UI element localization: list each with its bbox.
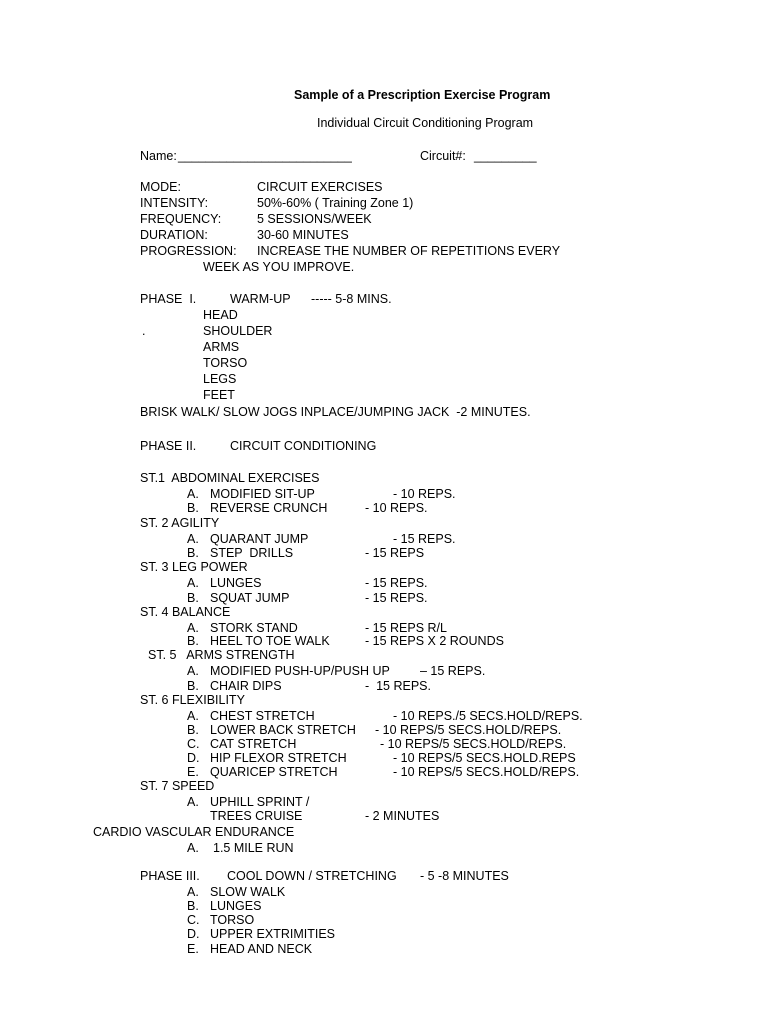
item-letter: B. — [187, 591, 199, 605]
document-subtitle: Individual Circuit Conditioning Program — [317, 116, 534, 130]
cooldown-item: UPPER EXTRIMITIES — [210, 927, 336, 941]
item-letter: A. — [187, 885, 199, 899]
exercise-name: STEP DRILLS — [210, 546, 294, 560]
exercise-name: CHAIR DIPS — [210, 679, 282, 693]
cooldown-item: LUNGES — [210, 899, 262, 913]
item-letter: A. — [187, 841, 199, 855]
stray-dot: . — [142, 324, 146, 338]
document-title: Sample of a Prescription Exercise Program — [294, 88, 551, 102]
exercise-name: 1.5 MILE RUN — [213, 841, 294, 855]
phase3-title: COOL DOWN / STRETCHING — [227, 869, 397, 883]
warmup-item: TORSO — [203, 356, 248, 370]
warmup-note: BRISK WALK/ SLOW JOGS INPLACE/JUMPING JACK -2 MINUTES. — [140, 405, 531, 419]
exercise-reps: - 10 REPS/5 SECS.HOLD/REPS. — [375, 723, 562, 737]
item-letter: A. — [187, 532, 199, 546]
exercise-name-continued: TREES CRUISE — [210, 809, 303, 823]
warmup-item: LEGS — [203, 372, 237, 386]
item-letter: A. — [187, 576, 199, 590]
item-letter: A. — [187, 709, 199, 723]
exercise-reps: - 10 REPS/5 SECS.HOLD.REPS — [393, 751, 576, 765]
item-letter: B. — [187, 723, 199, 737]
exercise-reps: - 15 REPS. — [365, 679, 431, 693]
spec-value: 50%-60% ( Training Zone 1) — [257, 196, 414, 210]
circuit-label: Circuit#: — [420, 149, 466, 163]
item-letter: A. — [187, 621, 199, 635]
item-letter: B. — [187, 546, 199, 560]
spec-label: PROGRESSION: — [140, 244, 237, 258]
spec-label: FREQUENCY: — [140, 212, 222, 226]
name-blank-line: _________________________ — [178, 149, 352, 163]
exercise-name: CHEST STRETCH — [210, 709, 315, 723]
warmup-item: SHOULDER — [203, 324, 273, 338]
exercise-name: STORK STAND — [210, 621, 298, 635]
exercise-reps: - 15 REPS. — [393, 532, 456, 546]
exercise-name: HEEL TO TOE WALK — [210, 634, 330, 648]
warmup-item: HEAD — [203, 308, 238, 322]
exercise-reps: - 2 MINUTES — [365, 809, 440, 823]
exercise-name: LUNGES — [210, 576, 262, 590]
phase1-label: PHASE I. — [140, 292, 197, 306]
circuit-blank-line: _________ — [474, 149, 537, 163]
phase3-duration: - 5 -8 MINUTES — [420, 869, 509, 883]
exercise-reps: - 10 REPS. — [393, 487, 456, 501]
spec-value: CIRCUIT EXERCISES — [257, 180, 383, 194]
exercise-reps: - 15 REPS. — [365, 591, 428, 605]
item-letter: D. — [187, 751, 200, 765]
exercise-name: QUARICEP STRETCH — [210, 765, 338, 779]
exercise-reps: - 15 REPS X 2 ROUNDS — [365, 634, 504, 648]
exercise-name: UPHILL SPRINT / — [210, 795, 310, 809]
station-title: ST.1 ABDOMINAL EXERCISES — [140, 471, 320, 485]
station-title: ST. 7 SPEED — [140, 779, 215, 793]
exercise-reps: - 15 REPS. — [365, 576, 428, 590]
exercise-name: QUARANT JUMP — [210, 532, 309, 546]
station-title: ST. 6 FLEXIBILITY — [140, 693, 245, 707]
phase2-label: PHASE II. — [140, 439, 197, 453]
exercise-reps: – 15 REPS. — [420, 664, 486, 678]
item-letter: B. — [187, 634, 199, 648]
cardio-title: CARDIO VASCULAR ENDURANCE — [93, 825, 295, 839]
exercise-reps: - 15 REPS — [365, 546, 425, 560]
phase1-duration: ----- 5-8 MINS. — [311, 292, 392, 306]
item-letter: A. — [187, 664, 199, 678]
warmup-item: ARMS — [203, 340, 240, 354]
spec-label: MODE: — [140, 180, 181, 194]
station-title: ST. 5 ARMS STRENGTH — [148, 648, 295, 662]
exercise-name: CAT STRETCH — [210, 737, 297, 751]
item-letter: B. — [187, 501, 199, 515]
item-letter: E. — [187, 942, 199, 956]
cooldown-item: SLOW WALK — [210, 885, 286, 899]
item-letter: D. — [187, 927, 200, 941]
exercise-name: SQUAT JUMP — [210, 591, 290, 605]
exercise-reps: - 10 REPS/5 SECS.HOLD/REPS. — [380, 737, 567, 751]
phase3-label: PHASE III. — [140, 869, 200, 883]
exercise-name: REVERSE CRUNCH — [210, 501, 328, 515]
progression-continued: WEEK AS YOU IMPROVE. — [203, 260, 355, 274]
item-letter: A. — [187, 795, 199, 809]
cooldown-item: TORSO — [210, 913, 255, 927]
exercise-reps: - 15 REPS R/L — [365, 621, 447, 635]
exercise-name: MODIFIED SIT-UP — [210, 487, 315, 501]
item-letter: B. — [187, 899, 199, 913]
exercise-reps: - 10 REPS. — [365, 501, 428, 515]
station-title: ST. 3 LEG POWER — [140, 560, 248, 574]
cooldown-item: HEAD AND NECK — [210, 942, 313, 956]
exercise-name: LOWER BACK STRETCH — [210, 723, 356, 737]
item-letter: C. — [187, 913, 200, 927]
exercise-name: HIP FLEXOR STRETCH — [210, 751, 347, 765]
item-letter: B. — [187, 679, 199, 693]
name-label: Name: — [140, 149, 177, 163]
exercise-name: MODIFIED PUSH-UP/PUSH UP — [210, 664, 390, 678]
spec-label: DURATION: — [140, 228, 208, 242]
spec-value: INCREASE THE NUMBER OF REPETITIONS EVERY — [257, 244, 561, 258]
item-letter: A. — [187, 487, 199, 501]
exercise-reps: - 10 REPS./5 SECS.HOLD/REPS. — [393, 709, 583, 723]
spec-value: 5 SESSIONS/WEEK — [257, 212, 372, 226]
phase2-title: CIRCUIT CONDITIONING — [230, 439, 377, 453]
phase1-title: WARM-UP — [230, 292, 291, 306]
station-title: ST. 2 AGILITY — [140, 516, 220, 530]
station-title: ST. 4 BALANCE — [140, 605, 231, 619]
spec-value: 30-60 MINUTES — [257, 228, 349, 242]
item-letter: C. — [187, 737, 200, 751]
exercise-reps: - 10 REPS/5 SECS.HOLD/REPS. — [393, 765, 580, 779]
item-letter: E. — [187, 765, 199, 779]
spec-label: INTENSITY: — [140, 196, 209, 210]
warmup-item: FEET — [203, 388, 235, 402]
